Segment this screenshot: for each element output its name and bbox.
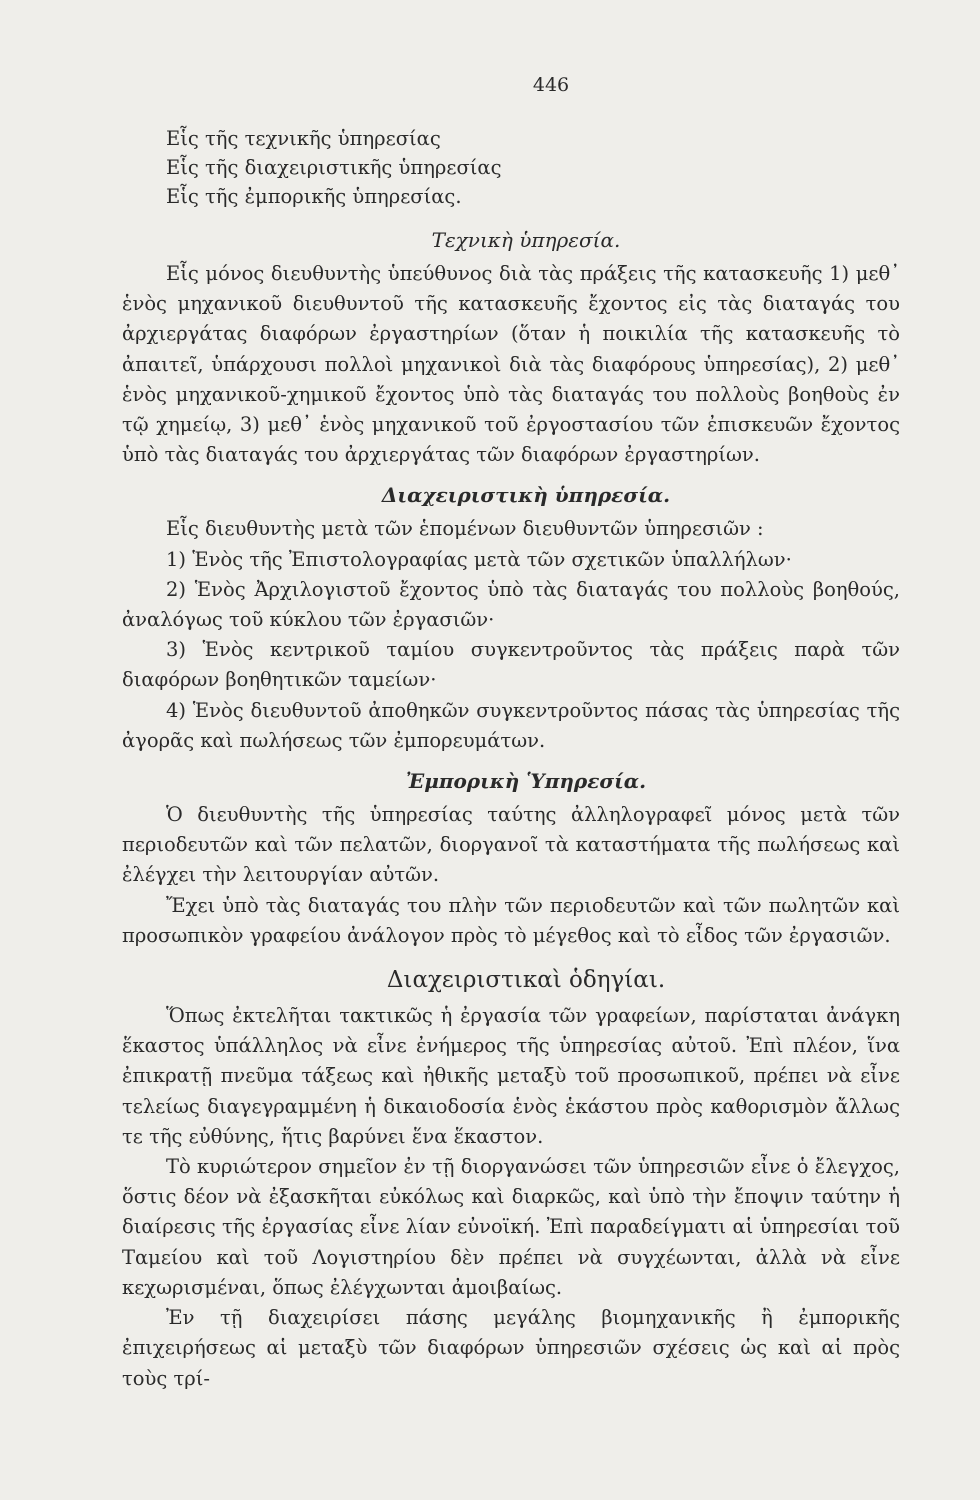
commercial-paragraph: Ὁ διευθυντὴς τῆς ὑπηρεσίας ταύτης ἀλληλογραφεῖ μόνος μετὰ τῶν περιοδευτῶν καὶ τῶν πελατῶν, διοργανοῖ τὰ καταστήματα τῆς πωλήσεως καὶ ἐλέγχει τὴν λειτουργίαν αὐτῶν. [122,803,900,887]
administrative-item: 1) Ἑνὸς τῆς Ἐπιστολογραφίας μετὰ τῶν σχετικῶν ὑπαλλήλων· [166,547,792,571]
intro-line: Εἷς τῆς τεχνικῆς ὑπηρεσίας [166,127,441,150]
technical-paragraph: Εἷς μόνος διευθυντὴς ὑπεύθυνος διὰ τὰς πράξεις τῆς κατασκευῆς 1) μεθ᾽ ἑνὸς μηχανικοῦ διευθυντοῦ τῆς κατασκευῆς ἔχοντος εἰς τὰς διαταγάς του ἀρχιεργάτας διαφόρων ἐργαστηρίων (ὅταν ἡ ποικιλία τῆς κατασκευῆς τὸ ἀπαιτεῖ, ὑπάρχουσι πολλοὶ μηχανικοὶ διὰ τὰς διαφόρους ὑπηρεσίας), 2) μεθ᾽ ἑνὸς μηχανικοῦ-χημικοῦ ἔχοντος ὑπὸ τὰς διαταγάς του πολλοὺς βοηθοὺς ἐν τῷ χημείῳ, 3) μεθ᾽ ἑνὸς μηχανικοῦ τοῦ ἐργοστασίου τῶν ἐπισκευῶν ἔχοντος ὑπὸ τὰς διαταγάς του ἀρχιεργάτας τῶν διαφόρων ἐργαστηρίων. [122,262,900,467]
intro-list [122,124,900,211]
administrative-item: 2) Ἑνὸς Ἀρχιλογιστοῦ ἔχοντος ὑπὸ τὰς διαταγάς του πολλοὺς βοηθούς, ἀναλόγως τοῦ κύκλου τῶν ἐργασιῶν· [122,577,900,632]
commercial-paragraph: Ἔχει ὑπὸ τὰς διαταγάς του πλὴν τῶν περιοδευτῶν καὶ τῶν πωλητῶν καὶ προσωπικὸν γραφείου ἀνάλογον πρὸς τὸ μέγεθος καὶ τὸ εἶδος τῶν ἐργασιῶν. [122,893,900,947]
instructions-paragraph: Τὸ κυριώτερον σημεῖον ἐν τῇ διοργανώσει τῶν ὑπηρεσιῶν εἶνε ὁ ἔλεγχος, ὅστις δέον νὰ ἐξασκῆται εὐκόλως καὶ διαρκῶς, καὶ ὑπὸ τὴν ἔποψιν ταύτην ἡ διαίρεσις τῆς ἐργασίας εἶνε λίαν εὐνοϊκή. Ἐπὶ παραδείγματι αἱ ὑπηρεσίαι τοῦ Ταμείου καὶ τοῦ Λογιστηρίου δὲν πρέπει νὰ συγχέωνται, ἀλλὰ νὰ εἶνε κεχωρισμέναι, ὅπως ἐλέγχωνται ἀμοιβαίως. [122,1155,900,1299]
commercial-heading: Ἐμπορικὴ Ὑπηρεσία. [405,769,647,794]
intro-line: Εἷς τῆς διαχειριστικῆς ὑπηρεσίας [166,156,502,179]
instructions-paragraph: Ὅπως ἐκτελῆται τακτικῶς ἡ ἐργασία τῶν γραφείων, παρίσταται ἀνάγκη ἕκαστος ὑπάλληλος νὰ εἶνε ἐνήμερος τῆς ὑπηρεσίας αὐτοῦ. Ἐπὶ πλέον, ἵνα ἐπικρατῇ πνεῦμα τάξεως καὶ ἠθικῆς μεταξὺ τοῦ προσωπικοῦ, πρέπει νὰ εἶνε τελείως διαγεγραμμένη ἡ δικαιοδοσία ἑνὸς ἑκάστου πρὸς καθορισμὸν ἄλλως τε τῆς εὐθύνης, ἥτις βαρύνει ἕνα ἕκαστον. [122,1004,900,1148]
administrative-paragraph: Εἷς διευθυντὴς μετὰ τῶν ἑπομένων διευθυντῶν ὑπηρεσιῶν : [166,517,764,541]
instructions-heading: Διαχειριστικαὶ ὁδηγίαι. [386,967,666,994]
page-number: 446 [532,74,570,96]
administrative-item: 3) Ἑνὸς κεντρικοῦ ταμίου συγκεντροῦντος τὰς πράξεις παρὰ τῶν διαφόρων βοηθητικῶν ταμείων· [122,638,900,692]
technical-heading: Τεχνικὴ ὑπηρεσία. [431,228,621,252]
instructions-paragraph: Ἐν τῇ διαχειρίσει πάσης μεγάλης βιομηχανικῆς ἢ ἐμπορικῆς ἐπιχειρήσεως αἱ μεταξὺ τῶν διαφόρων ὑπηρεσιῶν σχέσεις ὡς καὶ αἱ πρὸς τοὺς τρί- [122,1306,900,1390]
intro-line: Εἷς τῆς ἐμπορικῆς ὑπηρεσίας. [166,185,462,208]
administrative-heading: Διαχειριστικὴ ὑπηρεσία. [381,483,671,508]
administrative-item: 4) Ἑνὸς διευθυντοῦ ἀποθηκῶν συγκεντροῦντος πάσας τὰς ὑπηρεσίας τῆς ἀγορᾶς καὶ πωλήσεως τῶν ἐμπορευμάτων. [122,698,900,752]
